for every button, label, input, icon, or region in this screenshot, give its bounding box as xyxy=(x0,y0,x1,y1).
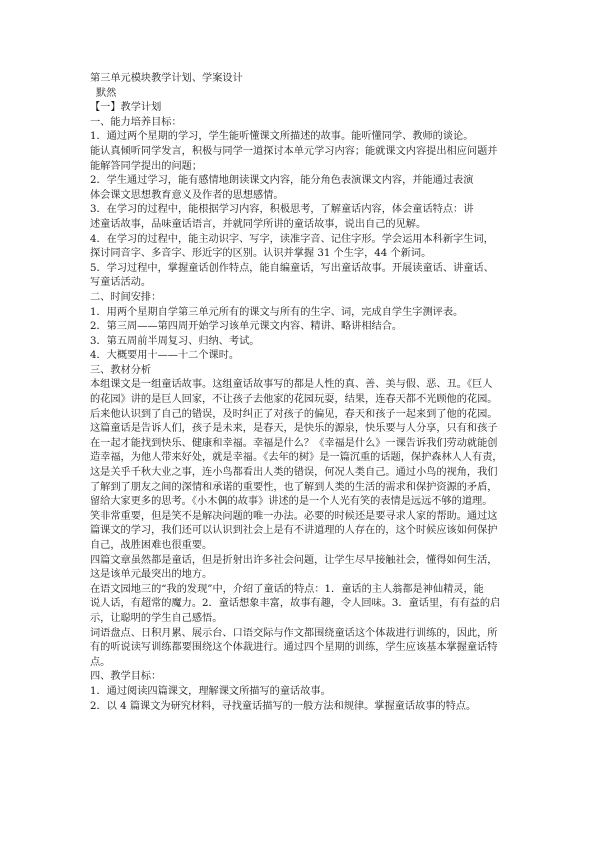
text-line: 5．学习过程中，掌握童话创作特点，能自编童话，写出童话故事。开展读童话、讲童话、 xyxy=(90,262,494,274)
text-line: 词语盘点、日积月累、展示台、口语交际与作文都围绕童话这个体裁进行训练的，因此，所 xyxy=(90,627,498,639)
text-line: 篇课文的学习，我们还可以认识到社会上是有不讲道理的人存在的，这个时候应该如何保护 xyxy=(90,525,498,537)
text-line: 1．通过两个星期的学习，学生能听懂课文所描述的故事。能听懂同学、教师的谈论。 xyxy=(90,131,474,143)
text-line: 在语文园地三的“我的发现”中，介绍了童话的特点：1．童话的主人翁都是神仙精灵，能 xyxy=(90,583,484,595)
text-line: 这是关乎千秋大业之事，连小鸟都看出人类的错误，何况人类自己。通过小鸟的视角，我们 xyxy=(90,467,498,479)
text-line: 1．通过阅读四篇课文，理解课文所描写的童话故事。 xyxy=(90,685,331,697)
subsection-heading: 四、教学目标： xyxy=(90,671,162,683)
text-line: 1．用两个星期自学第三单元所有的课文与所有的生字、词，完成自学生字测评表。 xyxy=(90,306,464,318)
text-line: 示，让聪明的学生自己感悟。 xyxy=(90,612,223,624)
text-line: 自己，战胜困难也很重要。 xyxy=(90,540,213,551)
subsection-heading: 三、教材分析 xyxy=(90,364,152,376)
section-heading: 【一】教学计划 xyxy=(90,102,162,114)
text-line: 点。 xyxy=(90,656,111,668)
text-line: 探讨同音字、多音字、形近字的区别。认识并掌握 31 个生字，44 个新词。 xyxy=(90,248,432,260)
text-line: 3．第五周前半周复习、归纳、考试。 xyxy=(90,335,260,347)
text-line: 2．以 4 篇课文为研究材料，寻找童话描写的一般方法和规律。掌握童话故事的特点。 xyxy=(90,700,477,712)
text-line: 的花园》讲的是巨人回家，不让孩子去他家的花园玩耍，结果，连春天都不光顾他的花园。 xyxy=(90,394,498,406)
text-line: 4．在学习的过程中，能主动识字、写字，读准字音、记住字形。学会运用本科新字生词， xyxy=(90,233,494,245)
text-line: 述童话故事，品味童话语言，并就同学所讲的童话故事，说出自己的见解。 xyxy=(90,218,427,230)
document-body xyxy=(90,72,530,714)
text-line: 有的听说读写训练都要围绕这个体裁进行。通过四个星期的训练，学生应该基本掌握童话特 xyxy=(90,642,498,654)
author-line: 默然 xyxy=(96,87,117,99)
text-line: 后来他认识到了自己的错误，及时纠正了对孩子的偏见，春天和孩子一起来到了他的花园。 xyxy=(90,408,498,420)
text-line: 说人话，有超常的魔力。2．童话想象丰富，故事有趣，令人回味。3．童话里，有有益的启 xyxy=(90,598,501,610)
text-line: 这是该单元最突出的地方。 xyxy=(90,569,213,581)
text-line: 能认真倾听同学发言，积极与同学一道探讨本单元学习内容；能就课文内容提出相应问题并 xyxy=(90,145,498,157)
text-line: 本组课文是一组童话故事。这组童话故事写的都是人性的真、善、美与假、恶、丑。《巨人 xyxy=(90,379,493,391)
text-line: 体会课文思想教育意义及作者的思想感情。 xyxy=(90,189,284,201)
document-title: 第三单元模块教学计划、学案设计 xyxy=(90,73,243,84)
text-line: 写童话活动。 xyxy=(90,277,152,289)
text-line: 四篇文章虽然都是童话，但是折射出许多社会问题，让学生尽早接触社会，懂得如何生活， xyxy=(90,554,498,566)
text-line: 笑非常重要，但是笑不是解决问题的唯一办法。必要的时候还是要寻求人家的帮助。通过这 xyxy=(90,510,498,522)
text-line: 4．大概要用十——十二个课时。 xyxy=(90,350,240,362)
text-line: 能解答同学提出的问题； xyxy=(90,160,203,172)
text-line: 造幸福，为他人带来好处，就是幸福。《去年的树》是一篇沉重的话题，保护森林人人有责， xyxy=(90,452,503,464)
subsection-heading: 一、能力培养目标： xyxy=(90,116,182,128)
subsection-heading: 二、时间安排： xyxy=(90,291,162,303)
text-line: 在一起才能找到快乐、健康和幸福。幸福是什么？《幸福是什么》一课告诉我们劳动就能创 xyxy=(90,437,498,449)
text-line: 了解到了朋友之间的深情和承诺的重要性，也了解到人类的生活的需求和保护资源的矛盾， xyxy=(90,481,498,493)
text-line: 2．第三周——第四周开始学习该单元课文内容、精讲、略讲相结合。 xyxy=(90,321,403,333)
text-line: 留给大家更多的思考。《小木偶的故事》讲述的是一个人光有笑的表情是远远不够的道理。 xyxy=(90,496,493,508)
text-line: 3．在学习的过程中，能根据学习内容，积极思考，了解童话内容，体会童话特点：讲 xyxy=(90,204,474,216)
text-line: 这篇童话是告诉人们，孩子是未来，是春天，是快乐的源泉，快乐要与人分享，只有和孩子 xyxy=(90,423,498,435)
text-line: 2．学生通过学习，能有感情地朗读课文内容，能分角色表演课文内容，并能通过表演 xyxy=(90,175,474,187)
